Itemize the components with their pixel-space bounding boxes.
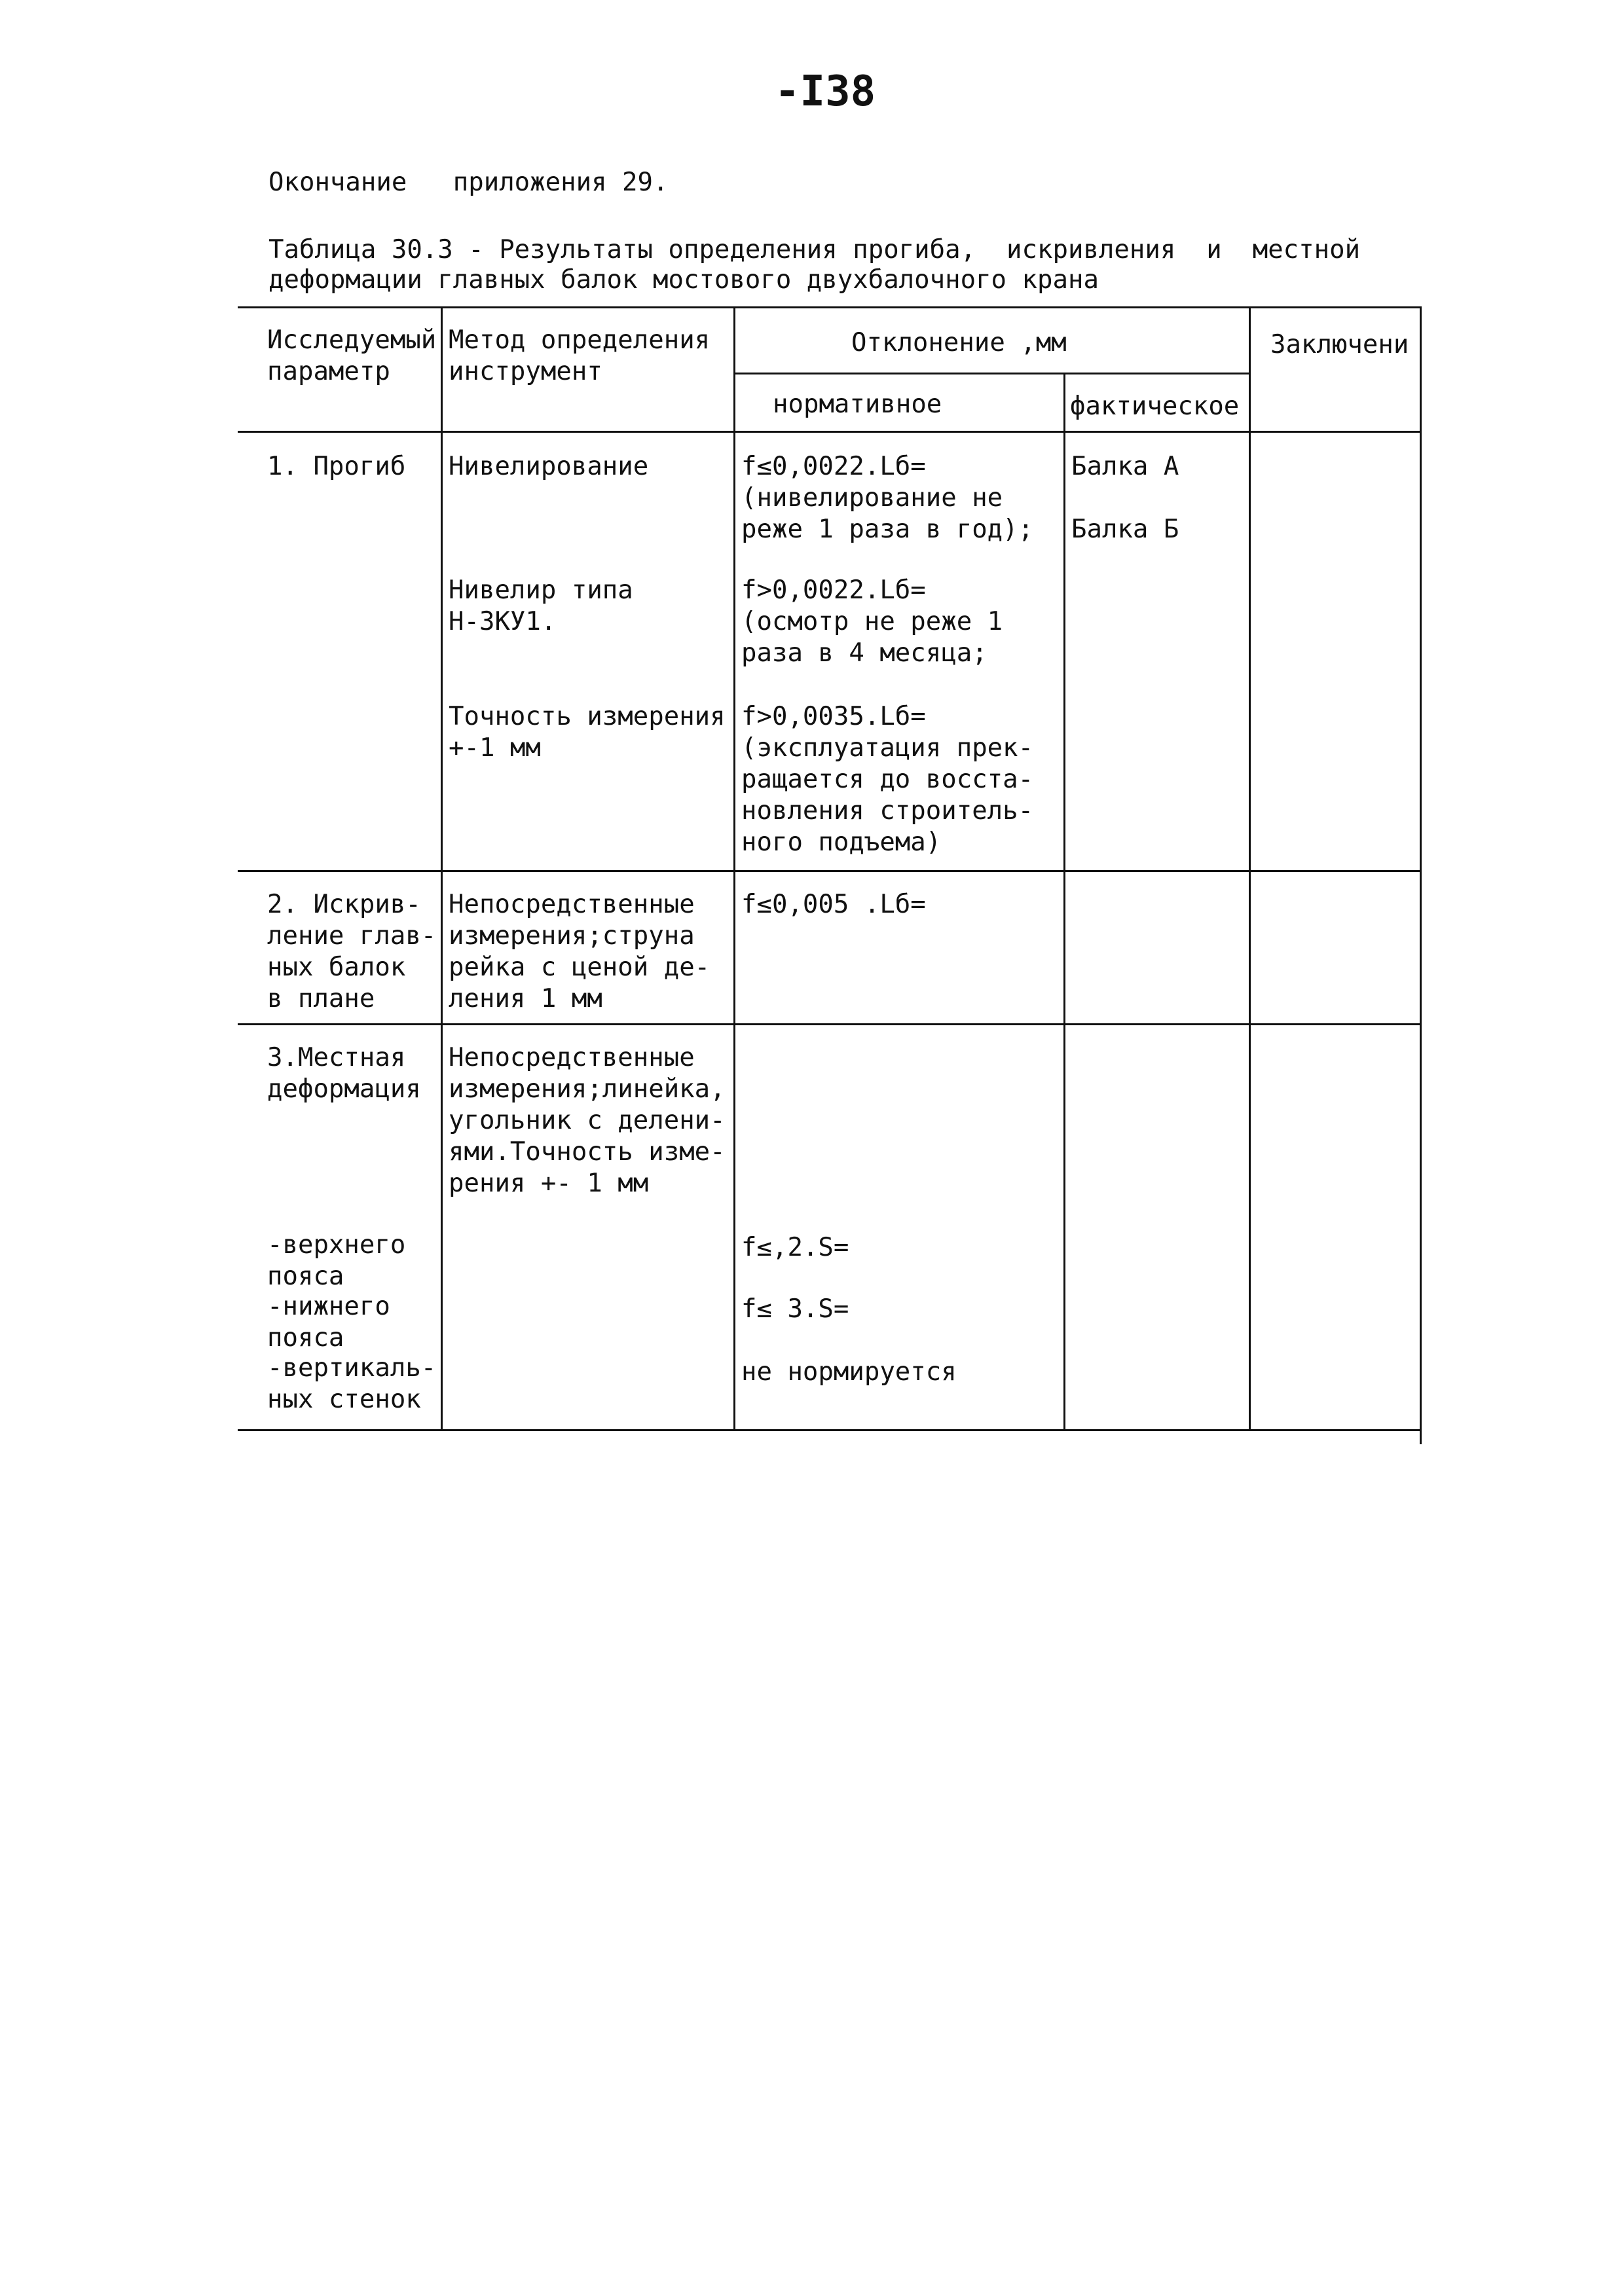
header-method: Метод определения инструмент [449,325,710,386]
page-number: -I38 [775,67,876,116]
row1-method-2: Нивелир типа Н-3КУ1. [449,575,633,636]
row3-sub2-normative: f≤ 3.S= [741,1294,849,1324]
row1-param: 1. Прогиб [267,452,406,481]
col-rule-3 [1063,373,1065,1431]
col-rule-2 [733,306,735,1431]
table-top-rule [238,306,1422,308]
table-bottom-rule [238,1429,1422,1431]
row2-normative: f≤0,005 .Lб= [741,890,926,919]
row1-bottom-rule [238,870,1422,872]
row3-sub2-param: -нижнего пояса [267,1292,390,1353]
row1-method-3: Точность измерения +-1 мм [449,702,726,763]
row3-sub1-param: -верхнего пояса [267,1230,406,1291]
header-normative: нормативное [773,390,942,419]
table-caption-line1: Таблица 30.3 - Результаты определения прогиба, искривления и местной [268,235,1361,264]
row3-sub3-param: -вертикаль- ных стенок [267,1353,437,1414]
table-caption-line2: деформации главных балок мостового двухбалочного крана [268,265,1099,295]
header-deviation: Отклонение ,мм [851,328,1067,357]
col-rule-1 [441,306,443,1431]
header-actual: фактическое [1070,392,1240,421]
deviation-subheader-rule [733,373,1251,374]
row3-param: 3.Местная деформация [267,1043,421,1104]
row2-param: 2. Искрив- ление глав- ных балок в плане [267,890,437,1013]
row2-method: Непосредственные измерения;струна рейка с ценой де- ления 1 мм [449,890,710,1013]
row1-normative-2: f>0,0022.Lб= (осмотр не реже 1 раза в 4 месяца; [741,575,1003,668]
continuation-note: Окончание приложения 29. [268,168,669,197]
row1-normative-3: f>0,0035.Lб= (эксплуатация прек- ращается до восста- новления строитель- ного подъема) [741,702,1034,857]
header-conclusion: Заключени [1270,330,1409,359]
row3-method: Непосредственные измерения;линейка, угольник с делени- ями.Точность изме- рения +- 1 мм [449,1043,726,1198]
row1-method-1: Нивелирование [449,452,649,481]
row2-bottom-rule [238,1023,1422,1025]
row3-sub3-normative: не нормируется [741,1357,957,1387]
row1-actual-2: Балка Б [1071,515,1179,544]
header-param: Исследуемый параметр [267,325,437,386]
row1-actual-1: Балка А [1071,452,1179,481]
table-right-rule [1420,306,1422,1444]
header-bottom-rule [238,431,1422,433]
row1-normative-1: f≤0,0022.Lб= (нивелирование не реже 1 раза в год); [741,452,1034,544]
row3-sub1-normative: f≤,2.S= [741,1233,849,1262]
col-rule-4 [1249,306,1251,1431]
